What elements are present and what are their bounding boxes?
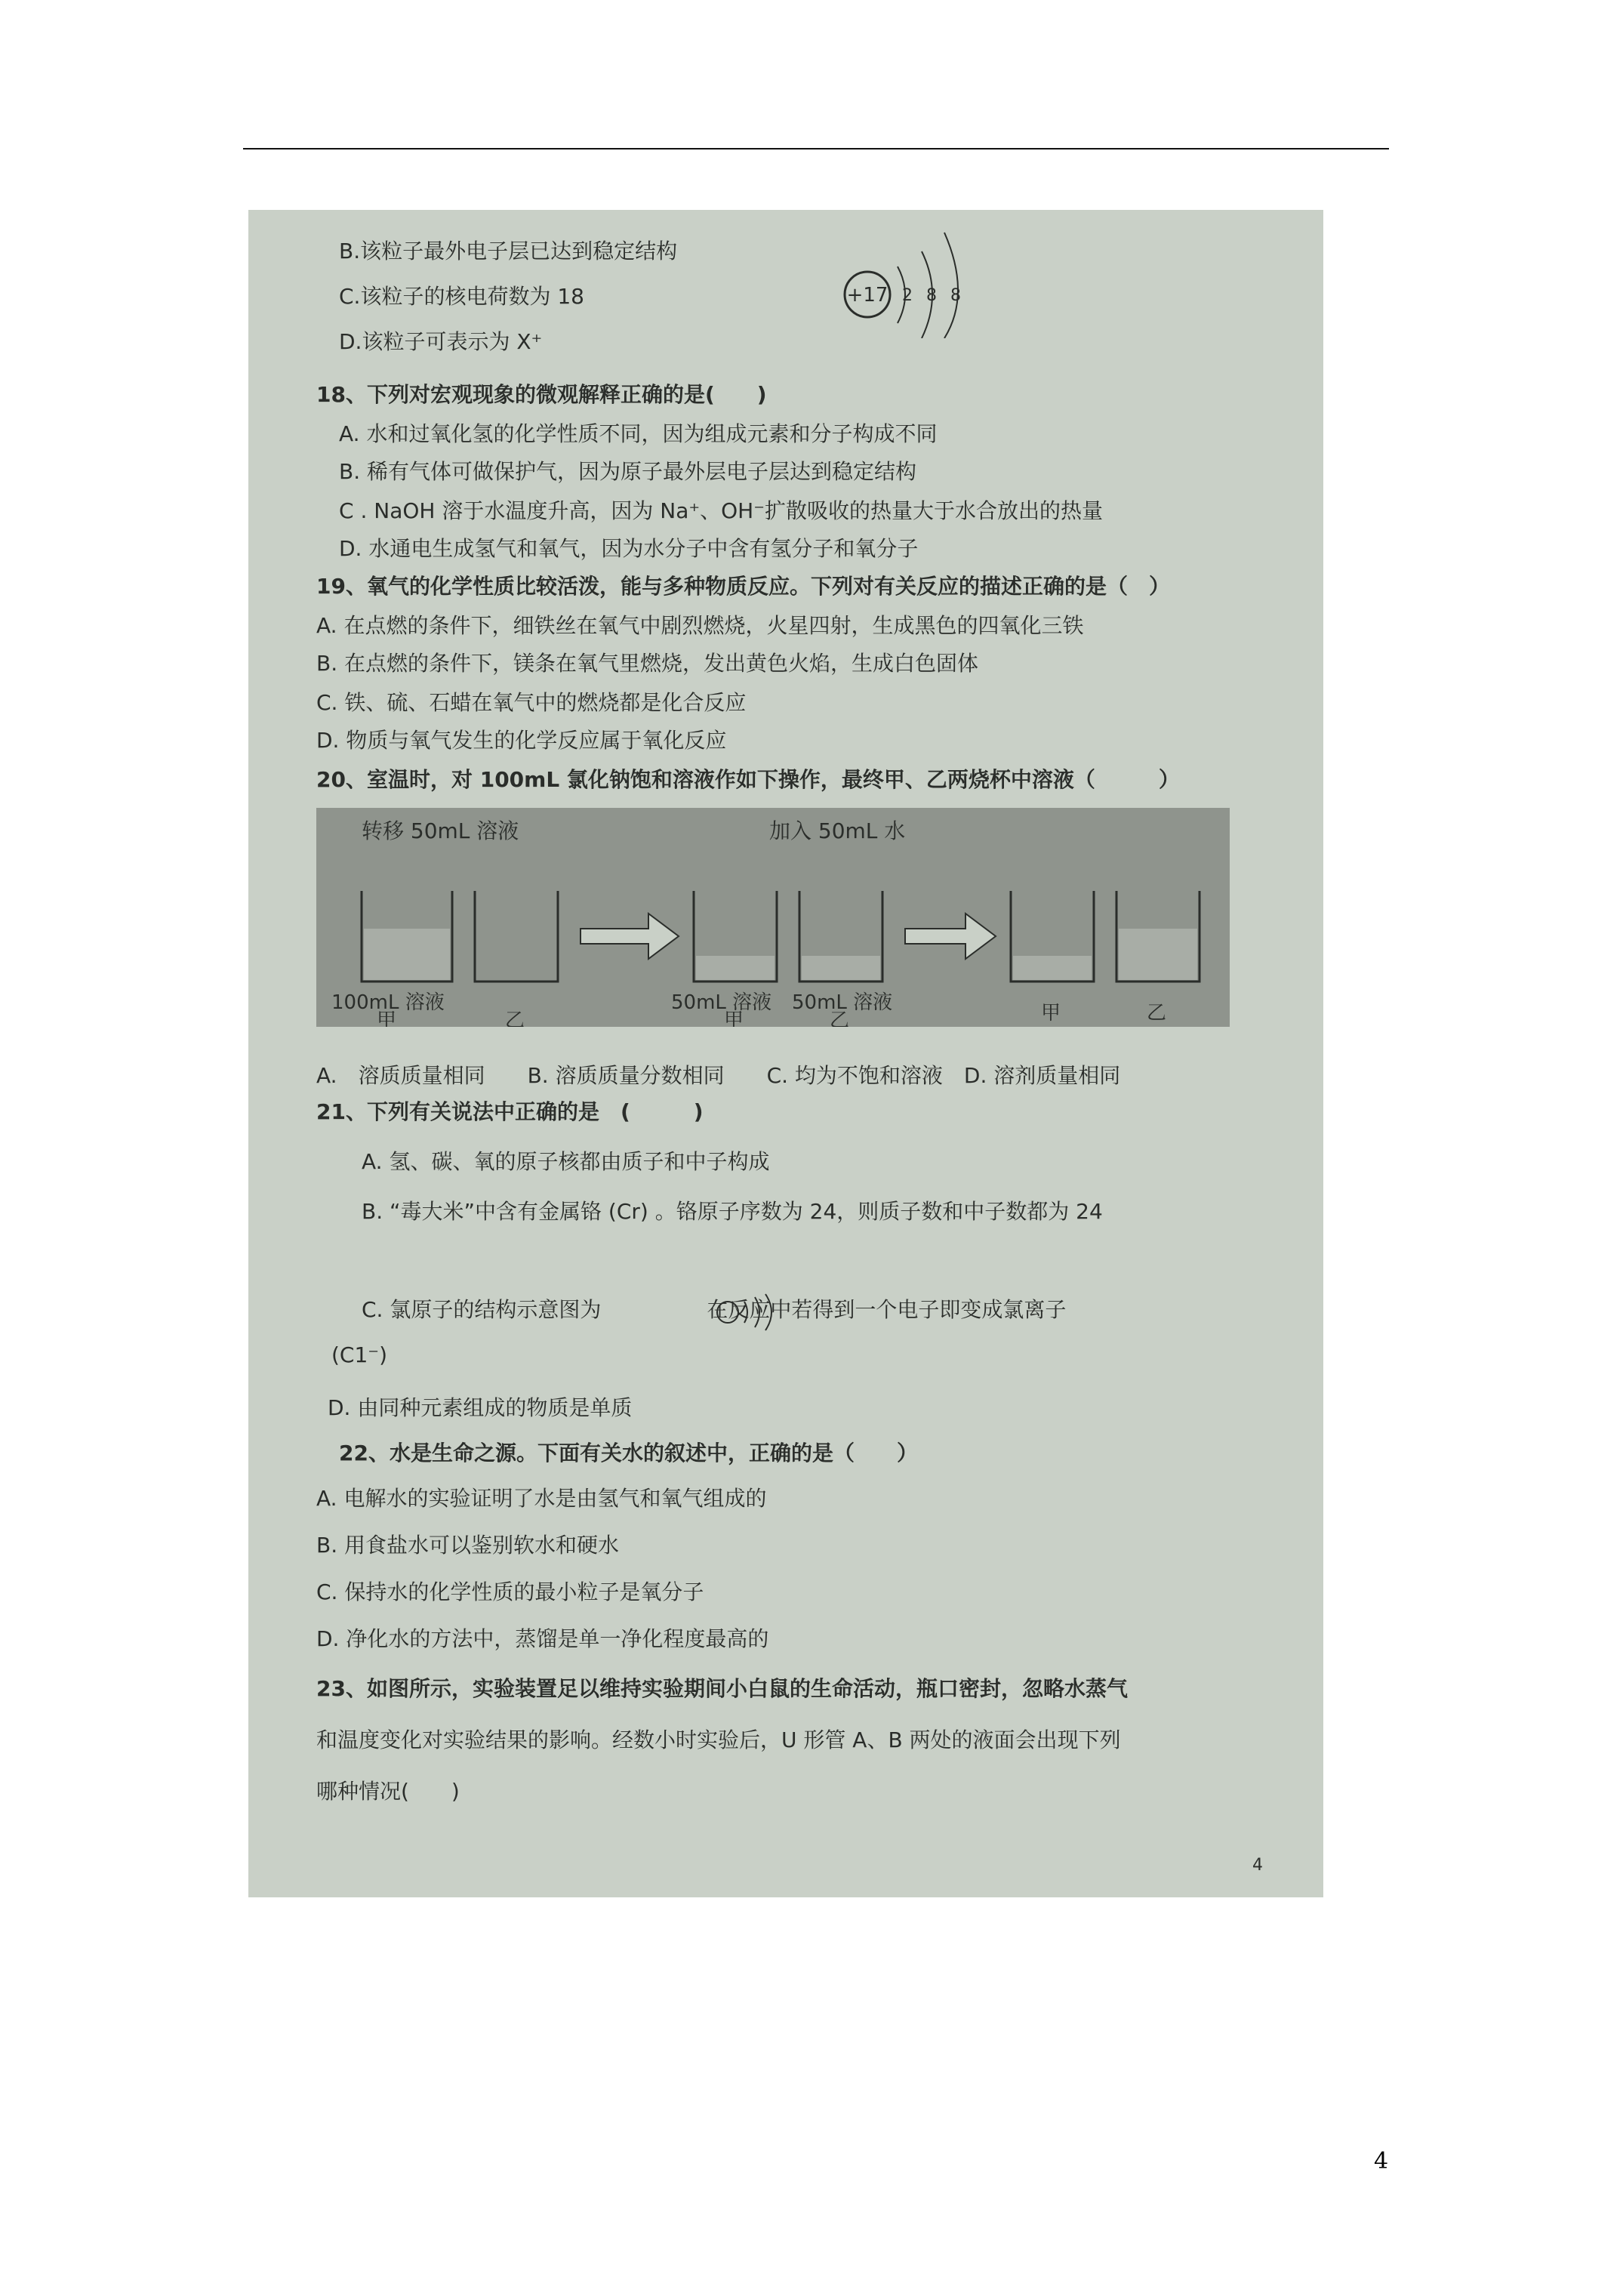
q23-line-2: 和温度变化对实验结果的影响。经数小时实验后，U 形管 A、B 两处的液面会出现下列 xyxy=(316,1727,1121,1752)
q21-option-c-cont: (C1⁻) xyxy=(331,1342,387,1367)
step2-label: 加入 50mL 水 xyxy=(769,818,906,843)
beaker-experiment-diagram xyxy=(316,808,1230,1027)
inner-page-number: 4 xyxy=(1252,1856,1263,1875)
q21-option-c: C. 氯原子的结构示意图为 在反应中若得到一个电子即变成氯离子 xyxy=(362,1297,1067,1322)
header-rule xyxy=(243,148,1389,149)
question-18: 18、下列对宏观现象的微观解释正确的是( ) xyxy=(316,382,767,407)
yi-label-2: 乙 xyxy=(830,1009,850,1027)
q18-option-b: B. 稀有气体可做保护气，因为原子最外层电子层达到稳定结构 xyxy=(339,459,917,484)
question-22: 22、水是生命之源。下面有关水的叙述中，正确的是（ ） xyxy=(339,1441,918,1465)
q22-option-a: A. 电解水的实验证明了水是由氢气和氧气组成的 xyxy=(316,1486,767,1511)
beaker2-label: 50mL 溶液 xyxy=(671,991,772,1014)
q19-option-a: A. 在点燃的条件下，细铁丝在氧气中剧烈燃烧，火星四射，生成黑色的四氧化三铁 xyxy=(316,613,1084,638)
yi-label-3: 乙 xyxy=(1147,1002,1167,1025)
q17-option-c: C.该粒子的核电荷数为 18 xyxy=(339,284,584,309)
q19-option-d: D. 物质与氧气发生的化学反应属于氧化反应 xyxy=(316,728,727,753)
shell-2-count: 8 xyxy=(926,286,937,305)
q18-option-a: A. 水和过氧化氢的化学性质不同，因为组成元素和分子构成不同 xyxy=(339,421,938,446)
question-19: 19、氧气的化学性质比较活泼，能与多种物质反应。下列对有关反应的描述正确的是（ ） xyxy=(316,574,1170,599)
shell-1-count: 2 xyxy=(902,286,913,305)
question-21: 21、下列有关说法中正确的是 ( ) xyxy=(316,1099,704,1124)
question-20: 20、室温时，对 100mL 氯化钠饱和溶液作如下操作，最终甲、乙两烧杯中溶液（ ） xyxy=(316,767,1180,792)
chlorine-atom-diagram xyxy=(713,1291,781,1333)
atom-structure-diagram xyxy=(837,225,973,338)
q17-option-d: D.该粒子可表示为 X⁺ xyxy=(339,329,543,354)
question-23: 23、如图所示，实验装置足以维持实验期间小白鼠的生命活动，瓶口密封，忽略水蒸气 xyxy=(316,1676,1128,1701)
q20-options: A. 溶质质量相同 B. 溶质质量分数相同 C. 均为不饱和溶液 D. 溶剂质量相同 xyxy=(316,1063,1121,1088)
nucleus-label: +17 xyxy=(846,284,888,307)
q22-option-c: C. 保持水的化学性质的最小粒子是氧分子 xyxy=(316,1579,704,1604)
q22-option-d: D. 净化水的方法中，蒸馏是单一净化程度最高的 xyxy=(316,1626,769,1651)
q18-option-d: D. 水通电生成氢气和氧气，因为水分子中含有氢分子和氧分子 xyxy=(339,536,919,561)
yi-label-1: 乙 xyxy=(505,1009,525,1027)
beaker3-label: 50mL 溶液 xyxy=(792,991,893,1014)
step1-label: 转移 50mL 溶液 xyxy=(362,818,519,843)
q19-option-c: C. 铁、硫、石蜡在氧气中的燃烧都是化合反应 xyxy=(316,690,747,715)
q17-option-b: B.该粒子最外电子层已达到稳定结构 xyxy=(339,239,678,264)
q23-line-3: 哪种情况( ) xyxy=(316,1779,460,1804)
page-number: 4 xyxy=(1374,2148,1389,2174)
q19-option-b: B. 在点燃的条件下，镁条在氧气里燃烧，发出黄色火焰，生成白色固体 xyxy=(316,651,979,676)
beaker1-label: 100mL 溶液 xyxy=(331,991,445,1014)
jia-label-1: 甲 xyxy=(377,1009,397,1027)
shell-3-count: 8 xyxy=(950,286,961,305)
q21-option-a: A. 氢、碳、氧的原子核都由质子和中子构成 xyxy=(362,1149,770,1174)
scanned-page xyxy=(248,210,1323,1897)
q18-option-c: C . NaOH 溶于水温度升高，因为 Na⁺、OH⁻扩散吸收的热量大于水合放出的热量 xyxy=(339,498,1104,523)
q21-option-b: B. “毒大米”中含有金属铬 (Cr) 。铬原子序数为 24，则质子数和中子数都为 24 xyxy=(362,1199,1103,1224)
jia-label-3: 甲 xyxy=(1041,1002,1061,1025)
q21-option-d: D. 由同种元素组成的物质是单质 xyxy=(328,1395,633,1420)
q22-option-b: B. 用食盐水可以鉴别软水和硬水 xyxy=(316,1533,620,1558)
jia-label-2: 甲 xyxy=(724,1009,744,1027)
